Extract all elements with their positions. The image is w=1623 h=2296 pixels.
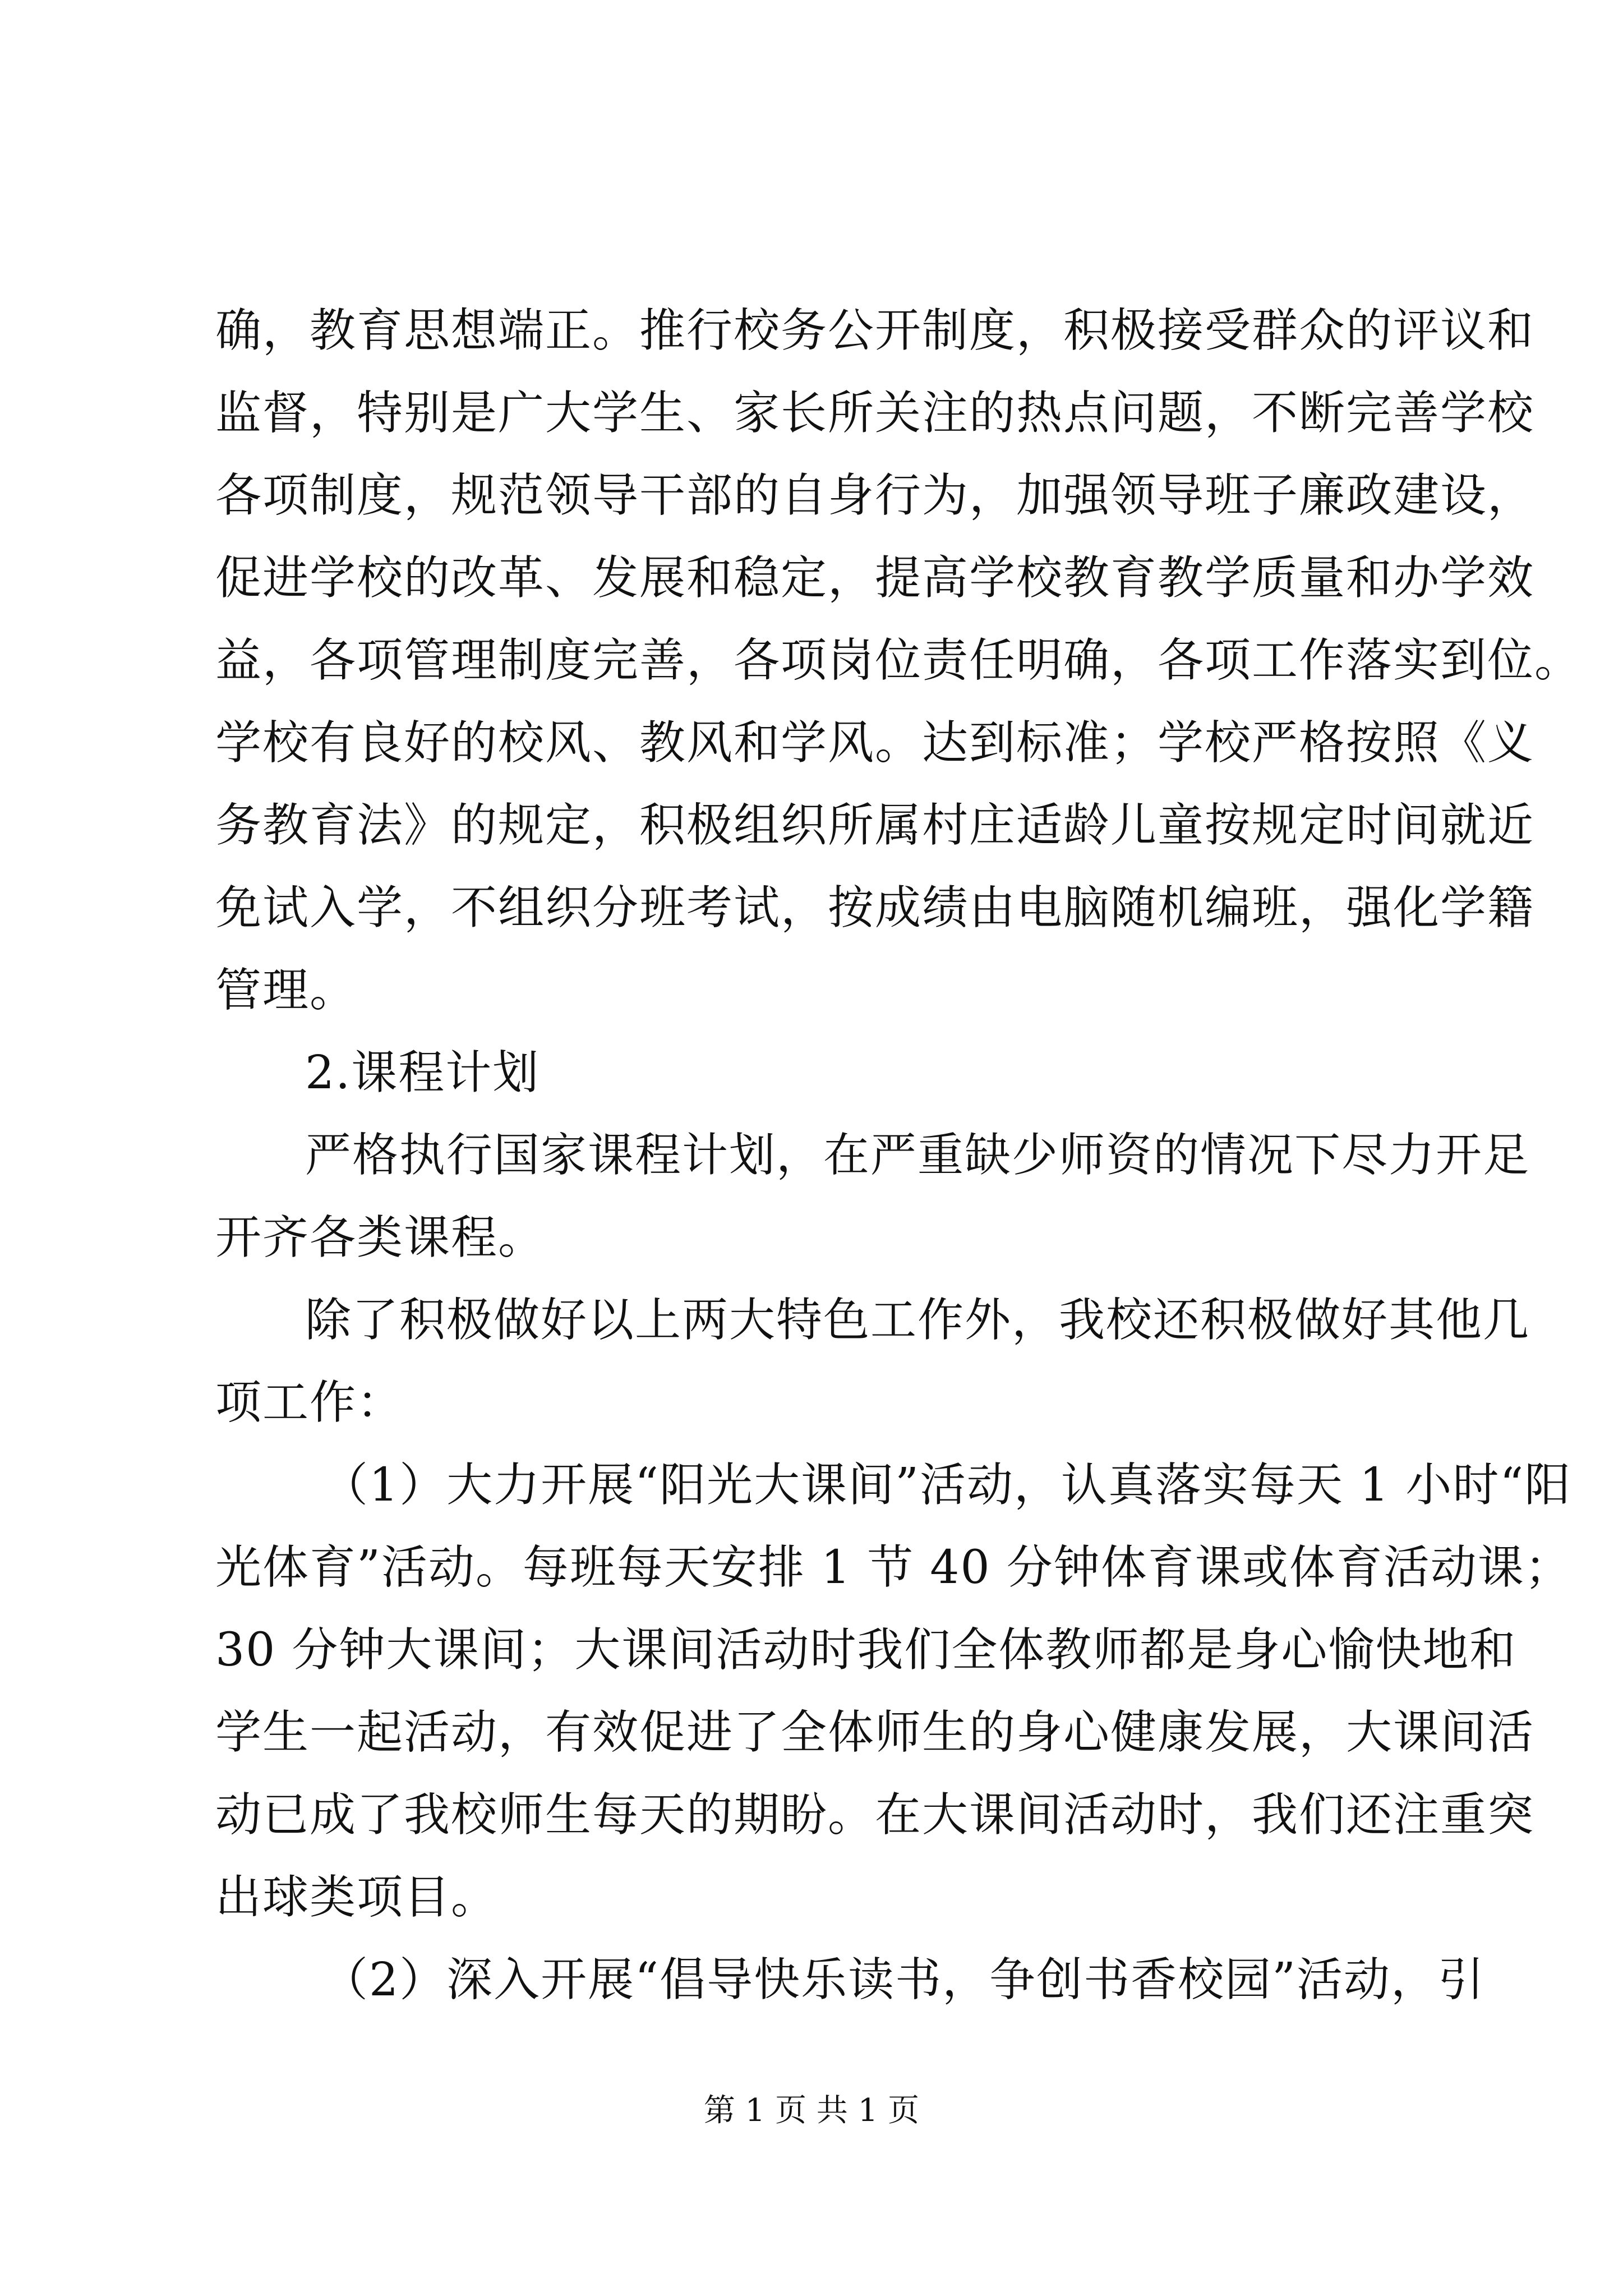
list-item-1-line-2: 光体育”活动。每班每天安排 1 节 40 分钟体育课或体育活动课； [215,1541,1572,1594]
body-line-13: 除了积极做好以上两大特色工作外，我校还积极做好其他几 [305,1294,1530,1347]
list-item-1-line-5: 动已成了我校师生每天的期盼。在大课间活动时，我们还注重突 [215,1788,1535,1842]
section-heading: 2.课程计划 [305,1046,540,1099]
body-line-14: 项工作： [215,1376,404,1429]
list-item-1-line-3: 30 分钟大课间；大课间活动时我们全体教师都是身心愉快地和 [215,1623,1517,1677]
body-line-12: 开齐各类课程。 [215,1211,546,1264]
body-line-3: 各项制度，规范领导干部的自身行为，加强领导班子廉政建设， [215,469,1535,522]
body-line-1: 确，教育思想端正。推行校务公开制度，积极接受群众的评议和 [215,304,1535,357]
body-line-7: 务教育法》的规定，积极组织所属村庄适龄儿童按规定时间就近 [215,799,1535,852]
body-line-8: 免试入学，不组织分班考试，按成绩由电脑随机编班，强化学籍 [215,881,1535,935]
body-line-11: 严格执行国家课程计划，在严重缺少师资的情况下尽力开足 [305,1129,1530,1182]
body-line-4: 促进学校的改革、发展和稳定，提高学校教育教学质量和办学效 [215,551,1535,605]
body-line-5: 益，各项管理制度完善，各项岗位责任明确，各项工作落实到位。 [215,634,1582,687]
list-item-1-line-6: 出球类项目。 [215,1871,499,1924]
body-line-9: 管理。 [215,964,357,1017]
list-item-1-line-4: 学生一起活动，有效促进了全体师生的身心健康发展，大课间活 [215,1706,1535,1759]
list-item-2-line-1: （2）深入开展“倡导快乐读书，争创书香校园”活动，引 [322,1953,1486,2007]
body-line-6: 学校有良好的校风、教风和学风。达到标准；学校严格按照《义 [215,716,1535,770]
page-footer: 第 1 页 共 1 页 [703,2092,920,2129]
body-line-2: 监督，特别是广大学生、家长所关注的热点问题，不断完善学校 [215,386,1535,440]
list-item-1-line-1: （1）大力开展“阳光大课间”活动，认真落实每天 1 小时“阳 [322,1458,1572,1512]
